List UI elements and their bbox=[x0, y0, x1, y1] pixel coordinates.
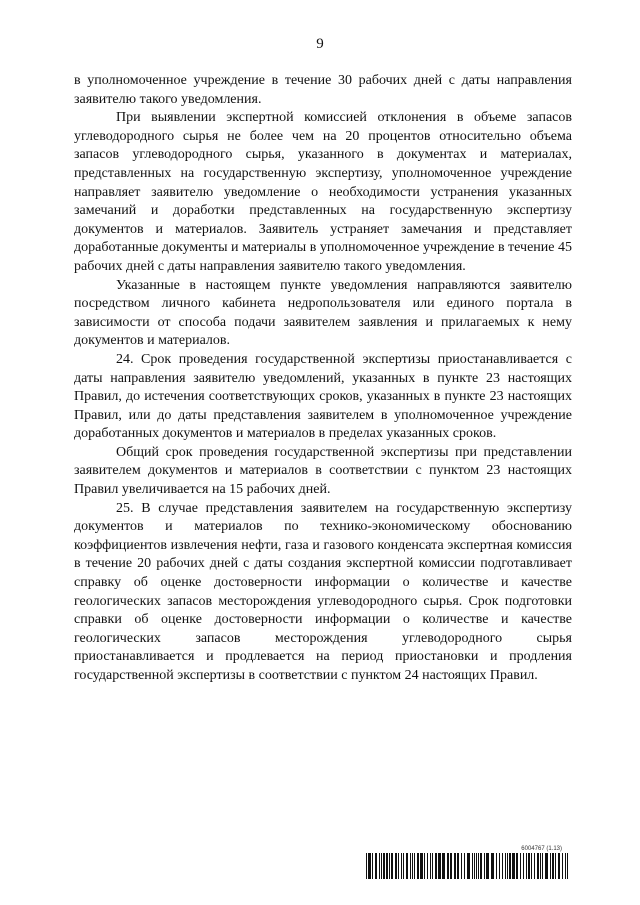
paragraph-5: Общий срок проведения государственной экспертизы при представлении заявителем документов и материалов в соответствии с пунктом 23 настоящих Правил увеличивается на 15 рабочих дней. bbox=[74, 444, 572, 498]
paragraph-3: Указанные в настоящем пункте уведомления направляются заявителю посредством личного кабинета недропользователя или единого портала в зависимости от способа подачи заявителем заявления и прилагаемых к нему документов и материалов. bbox=[74, 277, 572, 349]
barcode-id: 6004767 (1.13) bbox=[521, 846, 562, 852]
paragraph-2: При выявлении экспертной комиссией отклонения в объеме запасов углеводородного сырья не более чем на 20 процентов относительно объема запасов углеводородного сырья, указанного в документах и материалах, представленных на государственную экспертизу, уполномоченное учреждение направляет заявителю уведомление о необходимости устранения указанных замечаний и доработки представленных на государственную экспертизу документов и материалов. Заявитель устраняет замечания и представляет доработанные документы и материалы в уполномоченное учреждение в течение 45 рабочих дней с даты направления заявителю такого уведомления. bbox=[74, 110, 572, 274]
barcode-block bbox=[366, 846, 572, 879]
paragraph-6: 25. В случае представления заявителем на государственную экспертизу документов и материалов по технико-экономическому обоснованию коэффициентов извлечения нефти, газа и газового конденсата экспертная комиссия в течение 20 рабочих дней с даты создания экспертной комиссии подготавливает справку об оценке достоверности информации о количестве и качестве геологических запасов месторождения углеводородного сырья. Срок подготовки справки об оценке достоверности информации о количестве и качестве геологических запасов месторождения углеводородного сырья приостанавливается и продлевается на период приостановки и продления государственной экспертизы в соответствии с пунктом 24 настоящих Правил. bbox=[74, 500, 572, 683]
document-body bbox=[74, 72, 572, 686]
paragraph-1: в уполномоченное учреждение в течение 30 рабочих дней с даты направления заявителю такого уведомления. bbox=[74, 73, 572, 107]
paragraph-4: 24. Срок проведения государственной экспертизы приостанавливается с даты направления заявителю уведомлений, указанных в пункте 23 настоящих Правил, до истечения соответствующих сроков, указанных в пункте 23 настоящих Правил, или до даты представления заявителем в уполномоченное учреждение доработанных документов и материалов в пределах указанных сроков. bbox=[74, 351, 572, 442]
page-number: 9 bbox=[316, 36, 324, 52]
barcode-icon bbox=[366, 853, 572, 879]
